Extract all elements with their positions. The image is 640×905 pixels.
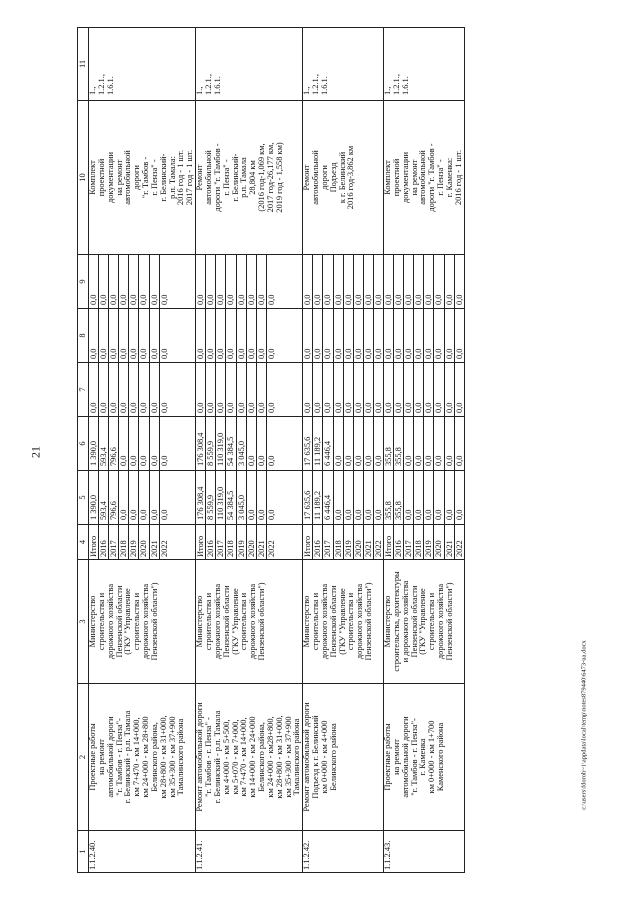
funding-total-cell-value: 355,8 <box>384 471 394 524</box>
year-cell-value: Итого <box>89 525 99 559</box>
activity-name-cell <box>384 684 465 831</box>
funding-col9-cell <box>196 255 303 309</box>
funding-regional-cell <box>196 417 303 471</box>
table-row <box>303 28 384 873</box>
funding-col8-cell-value: 0,0 <box>434 309 444 362</box>
funding-col7-cell-value: 0,0 <box>159 402 169 413</box>
funding-regional-cell-value: 6 446,4 <box>323 417 333 470</box>
result-cell <box>303 101 384 255</box>
funding-col8-cell-value: 0,0 <box>206 309 216 362</box>
result-cell <box>384 101 465 255</box>
funding-col8-cell <box>196 309 303 363</box>
year-cell-value: 2021 <box>257 525 267 559</box>
year-cell-value: 2022 <box>454 540 464 557</box>
funding-col7-cell-value: 0,0 <box>373 402 383 413</box>
header-cell: 1 <box>78 831 89 873</box>
funding-col9-cell-value: 0,0 <box>354 255 364 308</box>
funding-col9-cell-value: 0,0 <box>303 255 313 308</box>
executor-cell <box>89 560 196 684</box>
funding-col9-cell-value: 0,0 <box>384 255 394 308</box>
funding-total-cell-value: 0,0 <box>414 471 424 524</box>
funding-col7-cell-value: 0,0 <box>196 363 206 416</box>
year-cell-value: 2020 <box>247 525 257 559</box>
year-cell-value: 2020 <box>139 525 149 559</box>
funding-total-cell <box>303 471 384 525</box>
funding-col9-cell-value: 0,0 <box>414 255 424 308</box>
header-cell: 9 <box>78 255 89 309</box>
executor-cell-text: Министерство строительства, архитектуры и дорожного хозяйства Пензенской области (ГКУ "Управление строительства и дорожного хозяйства Пензенской области") <box>383 571 454 672</box>
result-cell <box>89 101 196 255</box>
funding-col8-cell-value: 0,0 <box>99 309 109 362</box>
funding-col9-cell-value: 0,0 <box>394 255 404 308</box>
funding-regional-cell-value: 0,0 <box>119 417 129 470</box>
funding-col7-cell <box>196 363 303 417</box>
funding-col7-cell-value: 0,0 <box>109 363 119 416</box>
year-cell-value: 2020 <box>434 525 444 559</box>
funding-col9-cell-value: 0,0 <box>216 255 226 308</box>
header-cell: 8 <box>78 309 89 363</box>
funding-col9-cell-value: 0,0 <box>257 255 267 308</box>
funding-col9-cell-value: 0,0 <box>206 255 216 308</box>
funding-col7-cell-value: 0,0 <box>303 363 313 416</box>
activity-name-cell-text: Проектные работы на ремонт автомобильной дороги "г. Тамбов - г. Пенза"- г. Каменка км 0+000 - км 1+700 Каменского района <box>383 716 446 798</box>
funding-regional-cell-value: 0,0 <box>150 417 160 470</box>
funding-col7-cell-value: 0,0 <box>334 363 344 416</box>
funding-col7-cell-value: 0,0 <box>129 363 139 416</box>
funding-col8-cell-value: 0,0 <box>216 309 226 362</box>
activity-name-cell <box>303 684 384 831</box>
funding-col7-cell-value: 0,0 <box>99 363 109 416</box>
funding-col9-cell <box>384 255 465 309</box>
funding-regional-cell-value: 355,8 <box>394 417 404 470</box>
header-cell: 11 <box>78 28 89 101</box>
executor-cell-text: Министерство строительства и дорожного хозяйства Пензенской области (ГКУ "Управление строительства и дорожного хозяйства Пензенской области") <box>195 582 267 661</box>
funding-col7-cell <box>384 363 465 417</box>
funding-regional-cell-value: 0,0 <box>373 455 383 466</box>
year-cell-value: 2020 <box>354 525 364 559</box>
table-row <box>89 28 196 873</box>
funding-col7-cell-value: 0,0 <box>139 363 149 416</box>
funding-col7-cell-value: 0,0 <box>216 363 226 416</box>
funding-regional-cell-value: 593,4 <box>99 417 109 470</box>
funding-regional-cell-value: 0,0 <box>414 417 424 470</box>
funding-col9-cell-value: 0,0 <box>247 255 257 308</box>
row-number-cell <box>303 831 384 873</box>
year-cell-value: 2016 <box>99 525 109 559</box>
funding-total-cell-value: 0,0 <box>445 471 455 524</box>
funding-regional-cell-value: 0,0 <box>445 417 455 470</box>
funding-regional-cell-value: 0,0 <box>424 417 434 470</box>
funding-regional-cell-value: 0,0 <box>257 417 267 470</box>
year-cell-value: 2022 <box>266 540 276 557</box>
funding-col7-cell-value: 0,0 <box>354 363 364 416</box>
funding-col8-cell <box>89 309 196 363</box>
funding-total-cell-value: 8 559,9 <box>206 471 216 524</box>
funding-col9-cell-value: 0,0 <box>404 255 414 308</box>
funding-col8-cell-value: 0,0 <box>334 309 344 362</box>
funding-regional-cell-value: 54 384,5 <box>226 417 236 470</box>
funding-col7-cell-value: 0,0 <box>445 363 455 416</box>
executor-cell <box>384 560 465 684</box>
funding-regional-cell-value: 176 308,4 <box>196 417 206 470</box>
funding-col8-cell <box>303 309 384 363</box>
funding-total-cell-value: 0,0 <box>150 471 160 524</box>
funding-regional-cell-value: 796,6 <box>109 417 119 470</box>
funding-col9-cell <box>89 255 196 309</box>
funding-col9-cell-value: 0,0 <box>445 255 455 308</box>
table-body <box>89 28 465 873</box>
funding-col8-cell-value: 0,0 <box>344 309 354 362</box>
funding-total-cell-value: 0,0 <box>354 471 364 524</box>
year-cell-value: 2022 <box>373 540 383 557</box>
indicator-ref-cell <box>303 28 384 101</box>
funding-col9-cell-value: 0,0 <box>99 255 109 308</box>
year-cell-value: 2022 <box>159 540 169 557</box>
indicator-ref-cell-text: 1., 1.2.1., 1.6.1. <box>195 74 222 95</box>
activity-name-cell <box>89 684 196 831</box>
funding-col7-cell-value: 0,0 <box>206 363 216 416</box>
year-cell-value: 2017 <box>404 525 414 559</box>
funding-regional-cell-value: 355,8 <box>384 417 394 470</box>
funding-col7-cell-value: 0,0 <box>257 363 267 416</box>
funding-col8-cell-value: 0,0 <box>139 309 149 362</box>
funding-total-cell-value: 3 045,0 <box>237 471 247 524</box>
funding-col8-cell-value: 0,0 <box>354 309 364 362</box>
funding-col8-cell-value: 0,0 <box>313 309 323 362</box>
funding-col8-cell-value: 0,0 <box>119 309 129 362</box>
funding-total-cell-value: 593,4 <box>99 471 109 524</box>
year-cell-value: 2019 <box>129 525 139 559</box>
funding-col9-cell-value: 0,0 <box>109 255 119 308</box>
funding-total-cell-value: 1 390,0 <box>89 471 99 524</box>
funding-col7-cell-value: 0,0 <box>313 363 323 416</box>
header-cell: 6 <box>78 417 89 471</box>
funding-col7-cell-value: 0,0 <box>119 363 129 416</box>
funding-regional-cell-value: 1 390,0 <box>89 417 99 470</box>
funding-regional-cell-value: 8 559,9 <box>206 417 216 470</box>
funding-total-cell-value: 0,0 <box>159 509 169 520</box>
year-cell-value: 2017 <box>216 525 226 559</box>
funding-regional-cell-value: 0,0 <box>139 417 149 470</box>
funding-col7-cell-value: 0,0 <box>89 363 99 416</box>
header-cell: 2 <box>78 684 89 831</box>
indicator-ref-cell <box>196 28 303 101</box>
funding-col9-cell-value: 0,0 <box>364 255 374 308</box>
executor-cell <box>303 560 384 684</box>
funding-col9-cell <box>303 255 384 309</box>
funding-total-cell-value: 0,0 <box>139 471 149 524</box>
funding-col7-cell-value: 0,0 <box>150 363 160 416</box>
funding-col8-cell-value: 0,0 <box>159 348 169 359</box>
funding-col9-cell-value: 0,0 <box>454 294 464 305</box>
funding-col9-cell-value: 0,0 <box>237 255 247 308</box>
funding-col8-cell-value: 0,0 <box>303 309 313 362</box>
year-cell-value: 2016 <box>313 525 323 559</box>
funding-col7-cell-value: 0,0 <box>424 363 434 416</box>
funding-col8-cell-value: 0,0 <box>373 348 383 359</box>
funding-col7-cell-value: 0,0 <box>364 363 374 416</box>
funding-col7-cell-value: 0,0 <box>384 363 394 416</box>
row-number-cell <box>89 831 196 873</box>
funding-col7-cell-value: 0,0 <box>247 363 257 416</box>
funding-regional-cell-value: 11 189,2 <box>313 417 323 470</box>
executor-cell-text: Министерство строительства и дорожного хозяйства Пензенской области (ГКУ "Управление строительства и дорожного хозяйства Пензенской области") <box>88 582 159 661</box>
funding-col8-cell-value: 0,0 <box>257 309 267 362</box>
funding-col9-cell-value: 0,0 <box>89 255 99 308</box>
funding-col9-cell-value: 0,0 <box>129 255 139 308</box>
funding-regional-cell-value: 0,0 <box>404 417 414 470</box>
indicator-ref-cell-text: 1., 1.2.1., 1.6.1. <box>88 74 115 95</box>
funding-col7-cell-value: 0,0 <box>266 402 276 413</box>
year-cell-value: 2016 <box>206 525 216 559</box>
funding-regional-cell-value: 0,0 <box>247 417 257 470</box>
funding-total-cell-value: 0,0 <box>344 471 354 524</box>
funding-col7-cell <box>303 363 384 417</box>
funding-total-cell <box>196 471 303 525</box>
funding-col7-cell-value: 0,0 <box>404 363 414 416</box>
funding-total-cell-value: 17 635,6 <box>303 471 313 524</box>
funding-total-cell-value: 0,0 <box>247 471 257 524</box>
header-cell: 3 <box>78 560 89 684</box>
funding-col9-cell-value: 0,0 <box>226 255 236 308</box>
year-cell-value: 2021 <box>364 525 374 559</box>
indicator-ref-cell <box>89 28 196 101</box>
activity-name-cell-text: Проектные работы на ремонт автомобильной дороги "г. Тамбов - г. Пенза"- г. Белинский - р.п. Тамала км 7+470 - км 14+000, км 24+000 - км 28+800 Белинского района, км 28+800 - км 31+000, км 35+300 - км 37+900 Тамалинского района <box>88 710 186 804</box>
funding-col8-cell-value: 0,0 <box>247 309 257 362</box>
funding-regional-cell-value: 0,0 <box>266 455 276 466</box>
funding-col7-cell-value: 0,0 <box>394 363 404 416</box>
funding-col9-cell-value: 0,0 <box>196 255 206 308</box>
year-cell <box>89 525 196 560</box>
funding-col8-cell-value: 0,0 <box>196 309 206 362</box>
result-cell <box>196 101 303 255</box>
funding-col7-cell-value: 0,0 <box>237 363 247 416</box>
year-cell-value: 2016 <box>394 525 404 559</box>
funding-col8-cell-value: 0,0 <box>454 348 464 359</box>
table-row <box>196 28 303 873</box>
funding-regional-cell <box>384 417 465 471</box>
program-activities-table <box>77 27 465 873</box>
funding-col7-cell <box>89 363 196 417</box>
funding-col8-cell-value: 0,0 <box>404 309 414 362</box>
funding-col9-cell-value: 0,0 <box>344 255 354 308</box>
funding-total-cell-value: 355,8 <box>394 471 404 524</box>
funding-col7-cell-value: 0,0 <box>226 363 236 416</box>
year-cell-value: 2017 <box>109 525 119 559</box>
year-cell-value: 2018 <box>226 525 236 559</box>
rotated-table-container <box>77 28 535 873</box>
year-cell-value: 2018 <box>414 525 424 559</box>
year-cell-value: 2018 <box>334 525 344 559</box>
funding-col9-cell-value: 0,0 <box>266 294 276 305</box>
year-cell-value: 2021 <box>150 525 160 559</box>
funding-regional-cell <box>89 417 196 471</box>
funding-total-cell-value: 0,0 <box>334 471 344 524</box>
row-number-cell <box>384 831 465 873</box>
indicator-ref-cell-text: 1., 1.2.1., 1.6.1. <box>302 74 329 95</box>
funding-total-cell-value: 11 189,2 <box>313 471 323 524</box>
indicator-ref-cell-text: 1., 1.2.1., 1.6.1. <box>383 74 410 95</box>
executor-cell <box>196 560 303 684</box>
activity-name-cell <box>196 684 303 831</box>
funding-total-cell-value: 0,0 <box>373 509 383 520</box>
funding-regional-cell-value: 110 319,0 <box>216 417 226 470</box>
funding-col9-cell-value: 0,0 <box>434 255 444 308</box>
funding-col9-cell-value: 0,0 <box>373 294 383 305</box>
funding-col8-cell-value: 0,0 <box>109 309 119 362</box>
funding-col8-cell-value: 0,0 <box>266 348 276 359</box>
executor-cell-text: Министерство строительства и дорожного хозяйства Пензенской области (ГКУ "Управление строительства и дорожного хозяйства Пензенской области") <box>302 582 374 661</box>
funding-regional-cell-value: 3 045,0 <box>237 417 247 470</box>
funding-total-cell-value: 176 308,4 <box>196 471 206 524</box>
activity-name-cell-text: Ремонт автомобильной дороги "г. Тамбов - г. Пенза" - г. Белинский - р.п. Тамала км 4+000 - км 5+500, км 5+070 - км 7+000, км 7+470 - км 14+000, км 14+000 - км 24+000 Белинского района, км 24+000 - км28+800, км 28+800 - км 31+000, км 35+300 - км 37+900 Тамалинского района <box>195 702 302 812</box>
funding-col7-cell-value: 0,0 <box>414 363 424 416</box>
funding-total-cell-value: 0,0 <box>424 471 434 524</box>
funding-col8-cell-value: 0,0 <box>414 309 424 362</box>
year-cell-value: 2017 <box>323 525 333 559</box>
funding-regional-cell-value: 0,0 <box>454 455 464 466</box>
funding-total-cell-value: 0,0 <box>129 471 139 524</box>
header-row <box>78 28 89 873</box>
funding-col9-cell-value: 0,0 <box>334 255 344 308</box>
funding-col9-cell-value: 0,0 <box>323 255 333 308</box>
funding-col7-cell-value: 0,0 <box>454 402 464 413</box>
funding-col9-cell-value: 0,0 <box>159 294 169 305</box>
funding-regional-cell-value: 0,0 <box>344 417 354 470</box>
funding-regional-cell-value: 17 635,6 <box>303 417 313 470</box>
row-number-cell-text: 1.1.2.40. <box>88 840 97 870</box>
page-number: 21 <box>28 446 43 458</box>
year-cell-value: Итого <box>196 525 206 559</box>
funding-regional-cell-value: 0,0 <box>364 417 374 470</box>
funding-col9-cell-value: 0,0 <box>119 255 129 308</box>
funding-regional-cell-value: 0,0 <box>159 455 169 466</box>
funding-total-cell-value: 0,0 <box>364 471 374 524</box>
result-cell-text: Ремонт автомобильной дороги Подъезд к г. Белинский 2016 год-3,862 км <box>302 145 356 210</box>
funding-regional-cell-value: 0,0 <box>354 417 364 470</box>
year-cell-value: Итого <box>384 525 394 559</box>
funding-col9-cell-value: 0,0 <box>424 255 434 308</box>
funding-total-cell-value: 796,6 <box>109 471 119 524</box>
funding-total-cell-value: 6 446,4 <box>323 471 333 524</box>
funding-col7-cell-value: 0,0 <box>323 363 333 416</box>
header-cell: 4 <box>78 525 89 560</box>
funding-total-cell-value: 0,0 <box>119 471 129 524</box>
year-cell <box>384 525 465 560</box>
funding-col8-cell <box>384 309 465 363</box>
funding-col8-cell-value: 0,0 <box>364 309 374 362</box>
funding-col8-cell-value: 0,0 <box>424 309 434 362</box>
footer-file-path: c:\users\fdoroh~1\appdata\local\temp\notes879440\6473-ua.docx <box>580 640 588 810</box>
funding-total-cell-value: 0,0 <box>257 471 267 524</box>
funding-regional-cell-value: 0,0 <box>434 417 444 470</box>
row-number-cell-text: 1.1.2.43. <box>383 840 392 870</box>
header-cell: 7 <box>78 363 89 417</box>
year-cell-value: 2021 <box>445 525 455 559</box>
year-cell <box>303 525 384 560</box>
funding-col9-cell-value: 0,0 <box>313 255 323 308</box>
funding-total-cell-value: 0,0 <box>434 471 444 524</box>
table-row <box>384 28 465 873</box>
funding-regional-cell-value: 0,0 <box>334 417 344 470</box>
year-cell-value: 2019 <box>237 525 247 559</box>
funding-col7-cell-value: 0,0 <box>434 363 444 416</box>
activity-name-cell-text: Ремонт автомобильной дороги Подъезд к г. Белинский км 0+000 - км 4+000 Белинского района <box>302 702 338 812</box>
year-cell-value: 2019 <box>424 525 434 559</box>
funding-col8-cell-value: 0,0 <box>129 309 139 362</box>
funding-regional-cell <box>303 417 384 471</box>
funding-col8-cell-value: 0,0 <box>226 309 236 362</box>
funding-total-cell <box>384 471 465 525</box>
funding-col8-cell-value: 0,0 <box>394 309 404 362</box>
funding-total-cell <box>89 471 196 525</box>
result-cell-text: Комплект проектной документации на ремонт автомобильной дороги "г. Тамбов - г. Пенза" - г. Белинский- р.п. Тамала: 2016 год - 1 шт. 2017 год - 1 шт. <box>88 149 195 206</box>
indicator-ref-cell <box>384 28 465 101</box>
funding-total-cell-value: 0,0 <box>454 509 464 520</box>
funding-col8-cell-value: 0,0 <box>89 309 99 362</box>
funding-col8-cell-value: 0,0 <box>445 309 455 362</box>
result-cell-text: Ремонт автомобильной дороги "г. Тамбов - г. Пенза" - г. Белинский- р.п. Тамала 28,804 км (2016 год-1,069 км, 2017 год-26,177 км, 2019 год - 1,558 км) <box>195 142 284 213</box>
row-number-cell-text: 1.1.2.41. <box>195 840 205 870</box>
year-cell-value: Итого <box>303 525 313 559</box>
funding-total-cell-value: 0,0 <box>266 509 276 520</box>
year-cell-value: 2019 <box>344 525 354 559</box>
year-cell-value: 2018 <box>119 525 129 559</box>
header-cell: 10 <box>78 101 89 255</box>
result-cell-text: Комплект проектной документации на ремонт автомобильной дороги "г. Тамбов - г. Пенза" - г. Каменка: 2016 год - 1 шт. <box>383 143 463 212</box>
year-cell <box>196 525 303 560</box>
funding-col8-cell-value: 0,0 <box>237 309 247 362</box>
funding-regional-cell-value: 0,0 <box>129 417 139 470</box>
funding-col8-cell-value: 0,0 <box>150 309 160 362</box>
funding-total-cell-value: 110 319,0 <box>216 471 226 524</box>
funding-col8-cell-value: 0,0 <box>384 309 394 362</box>
header-cell: 5 <box>78 471 89 525</box>
row-number-cell <box>196 831 303 873</box>
funding-col9-cell-value: 0,0 <box>139 255 149 308</box>
funding-total-cell-value: 0,0 <box>404 471 414 524</box>
funding-col8-cell-value: 0,0 <box>323 309 333 362</box>
funding-col9-cell-value: 0,0 <box>150 255 160 308</box>
funding-col7-cell-value: 0,0 <box>344 363 354 416</box>
funding-total-cell-value: 54 384,5 <box>226 471 236 524</box>
row-number-cell-text: 1.1.2.42. <box>302 840 312 870</box>
